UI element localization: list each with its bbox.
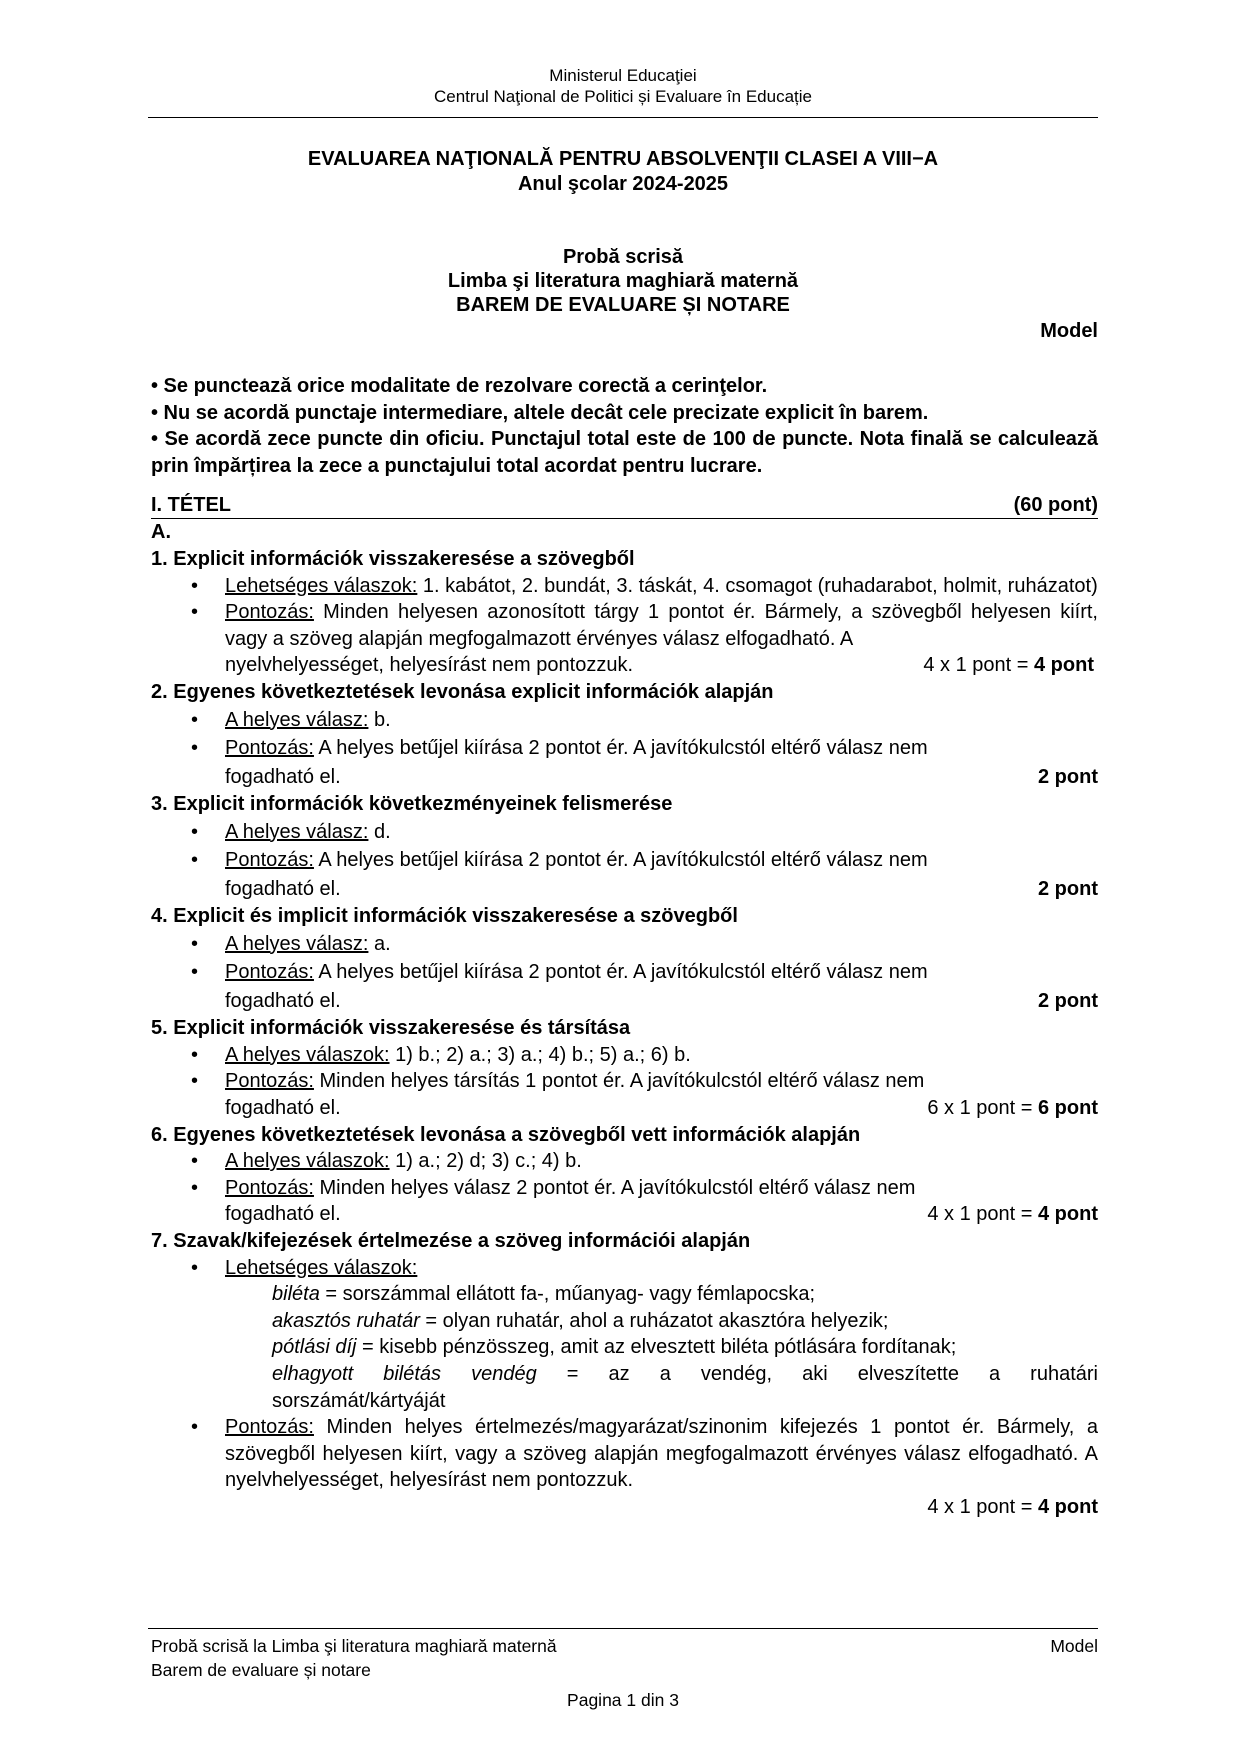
definition-text: = az a vendég, aki elveszítette a ruhatári	[536, 1362, 1098, 1385]
score-line	[225, 652, 1098, 679]
score-total: 2 pont	[1038, 989, 1098, 1012]
answer-label: A helyes válaszok:	[225, 1150, 390, 1173]
scoring-label: Pontozás:	[225, 737, 314, 760]
answer-text: 1) b.; 2) a.; 3) a.; 4) b.; 5) a.; 6) b.	[389, 1043, 691, 1066]
definition-term: biléta	[272, 1283, 320, 1306]
question-4-title: 4. Explicit és implicit információk visszakeresése a szövegből	[151, 905, 738, 928]
score-total: 4 pont	[1038, 1495, 1098, 1518]
score-formula: 4 x 1 pont =	[927, 1495, 1038, 1518]
question-3-items	[151, 818, 1098, 904]
footer-divider	[148, 1628, 1098, 1629]
section-title: I. TÉTEL	[151, 494, 231, 517]
footer-document: Barem de evaluare și notare	[151, 1660, 371, 1680]
list-item	[225, 1175, 1098, 1228]
answer-label: A helyes válaszok:	[225, 1043, 390, 1066]
section-points: (60 pont)	[1013, 494, 1098, 517]
definitions-list	[225, 1281, 1098, 1414]
score-total: 6 pont	[1038, 1097, 1098, 1119]
question-2-title: 2. Egyenes következtetések levonása explicit információk alapján	[151, 680, 774, 703]
scoring-text-end: fogadható el.	[225, 877, 341, 900]
section-heading	[151, 492, 1098, 519]
score	[927, 1095, 1098, 1122]
scoring-text: A helyes betűjel kiírása 2 pontot ér. A javítókulcstól eltérő válasz nem	[313, 737, 928, 760]
scoring-text: Minden helyes válasz 2 pontot ér. A javítókulcstól eltérő válasz nem	[313, 1176, 916, 1199]
scoring-text: Minden helyesen azonosított tárgy 1 pontot ér. Bármely, a szövegből helyesen kiírt, vagy a szöveg alapján megfogalmazott érvényes válasz elfogadható. A	[225, 601, 1098, 650]
footer-model: Model	[1050, 1636, 1098, 1656]
list-item	[225, 706, 1098, 735]
question-1-items	[151, 573, 1098, 679]
definition-text: = sorszámmal ellátott fa-, műanyag- vagy fémlapocska;	[319, 1283, 816, 1306]
footer-row	[151, 1634, 1098, 1658]
scoring-text-end: fogadható el.	[225, 1203, 341, 1226]
definition-continuation: sorszámát/kártyáját	[272, 1389, 446, 1412]
scoring-label: Pontozás:	[225, 961, 314, 984]
list-item	[225, 599, 1098, 679]
score-line	[225, 1201, 1098, 1228]
score-formula: 6 x 1 pont =	[927, 1097, 1038, 1119]
subsection-label: A.	[151, 521, 171, 544]
answer-text: a.	[368, 932, 391, 955]
list-item	[225, 846, 1098, 903]
definition-term: akasztós ruhatár	[272, 1309, 420, 1332]
answer-text: b.	[368, 708, 391, 731]
question-5-title: 5. Explicit információk visszakeresése és társítása	[151, 1017, 631, 1040]
definition-item	[272, 1308, 1098, 1335]
score	[225, 1494, 1098, 1521]
list-item	[225, 1068, 1098, 1121]
score-formula: 4 x 1 pont =	[923, 654, 1034, 677]
definition-item	[272, 1361, 1098, 1388]
definition-item	[272, 1334, 1098, 1361]
scoring-label: Pontozás:	[225, 1070, 314, 1093]
scoring-text-end: fogadható el.	[225, 1097, 341, 1119]
question-1-title: 1. Explicit információk visszakeresése a szövegből	[151, 547, 635, 570]
center-header: Centrul Naţional de Politici și Evaluare în Educație	[434, 87, 812, 106]
general-rules	[151, 373, 1098, 479]
list-item	[225, 1255, 1098, 1415]
scoring-text-end: nyelvhelyességet, helyesírást nem pontozzuk.	[225, 654, 633, 677]
answer-label: Lehetséges válaszok:	[225, 1256, 418, 1279]
question-2-items	[151, 706, 1098, 792]
footer-subject: Probă scrisă la Limba şi literatura maghiară maternă	[151, 1636, 557, 1656]
definition-text: = kisebb pénzösszeg, amit az elvesztett biléta pótlására fordítanak;	[356, 1336, 957, 1359]
scoring-label: Pontozás:	[225, 1176, 314, 1199]
rule-3: • Se acordă zece puncte din oficiu. Punctajul total este de 100 de puncte. Nota finală se calculează prin împărțirea la zece a punctajului total acordat pentru lucrare.	[151, 428, 1098, 477]
scoring-text-end: fogadható el.	[225, 989, 341, 1012]
list-item	[225, 1042, 1098, 1069]
score	[923, 652, 1098, 679]
exam-type: Probă scrisă	[562, 246, 684, 268]
answer-text: 1) a.; 2) d; 3) c.; 4) b.	[389, 1150, 582, 1173]
question-4-items	[151, 930, 1098, 1016]
main-content	[151, 373, 1098, 1521]
score-line	[225, 763, 1098, 792]
scoring-text: Minden helyes értelmezés/magyarázat/szinonim kifejezés 1 pontot ér. Bármely, a szövegből helyesen kiírt, vagy a szöveg alapján megfogalmazott érvényes válasz elfogadható. A nyelvhelyességet, helyesírást nem pontozzuk.	[225, 1416, 1098, 1492]
question-5-items	[151, 1042, 1098, 1122]
score-line	[225, 1095, 1098, 1122]
answer-label: A helyes válasz:	[225, 932, 369, 955]
scoring-label: Pontozás:	[225, 601, 314, 624]
question-7-items	[151, 1255, 1098, 1521]
answer-label: Lehetséges válaszok:	[225, 574, 418, 597]
page-number: Pagina 1 din 3	[567, 1690, 679, 1710]
answer-label: A helyes válasz:	[225, 820, 369, 843]
definition-term: pótlási díj	[272, 1336, 357, 1359]
list-item	[225, 734, 1098, 791]
score	[927, 1201, 1098, 1228]
list-item	[225, 958, 1098, 1015]
rule-2: • Nu se acordă punctaje intermediare, altele decât cele precizate explicit în barem.	[151, 401, 929, 424]
score-formula: 4 x 1 pont =	[927, 1203, 1038, 1226]
model-label: Model	[1040, 320, 1098, 342]
list-item	[225, 930, 1098, 959]
score-total: 2 pont	[1038, 877, 1098, 900]
subject: Limba şi literatura maghiară maternă	[447, 270, 799, 292]
answer-text: d.	[368, 820, 391, 843]
score-line	[225, 875, 1098, 904]
scoring-text: Minden helyes társítás 1 pontot ér. A javítókulcstól eltérő válasz nem	[313, 1070, 925, 1093]
score-line	[225, 987, 1098, 1016]
exam-title: EVALUAREA NAŢIONALĂ PENTRU ABSOLVENŢII CLASEI A VIII−A	[307, 148, 939, 170]
scoring-text: A helyes betűjel kiírása 2 pontot ér. A javítókulcstól eltérő válasz nem	[313, 961, 928, 984]
scoring-label: Pontozás:	[225, 1416, 314, 1439]
definition-item	[272, 1281, 1098, 1308]
score-total: 4 pont	[1034, 654, 1094, 677]
definition-text: = olyan ruhatár, ahol a ruházatot akasztóra helyezik;	[419, 1309, 889, 1332]
footer	[151, 1634, 1098, 1682]
document-title: BAREM DE EVALUARE ȘI NOTARE	[456, 294, 790, 316]
rule-1: • Se punctează orice modalitate de rezolvare corectă a cerinţelor.	[151, 375, 768, 397]
answer-label: A helyes válasz:	[225, 708, 369, 731]
question-6-title: 6. Egyenes következtetések levonása a szövegből vett információk alapján	[151, 1123, 861, 1146]
scoring-text-end: fogadható el.	[225, 765, 341, 788]
scoring-label: Pontozás:	[225, 849, 314, 872]
list-item	[225, 573, 1098, 600]
school-year: Anul şcolar 2024-2025	[517, 173, 729, 195]
question-3-title: 3. Explicit információk következményeinek felismerése	[151, 793, 673, 816]
header-divider	[148, 117, 1098, 118]
question-7-title: 7. Szavak/kifejezések értelmezése a szöveg információi alapján	[151, 1229, 751, 1252]
score-total: 4 pont	[1038, 1203, 1098, 1226]
list-item	[225, 818, 1098, 847]
ministry-header: Ministerul Educaţiei	[549, 66, 697, 85]
score-total: 2 pont	[1038, 765, 1098, 788]
list-item	[225, 1414, 1098, 1520]
list-item	[225, 1148, 1098, 1175]
scoring-text: A helyes betűjel kiírása 2 pontot ér. A javítókulcstól eltérő válasz nem	[313, 849, 928, 872]
definition-term: elhagyott bilétás vendég	[272, 1362, 537, 1385]
answer-text: 1. kabátot, 2. bundát, 3. táskát, 4. csomagot (ruhadarabot, holmit, ruházatot)	[417, 574, 1098, 597]
question-6-items	[151, 1148, 1098, 1228]
